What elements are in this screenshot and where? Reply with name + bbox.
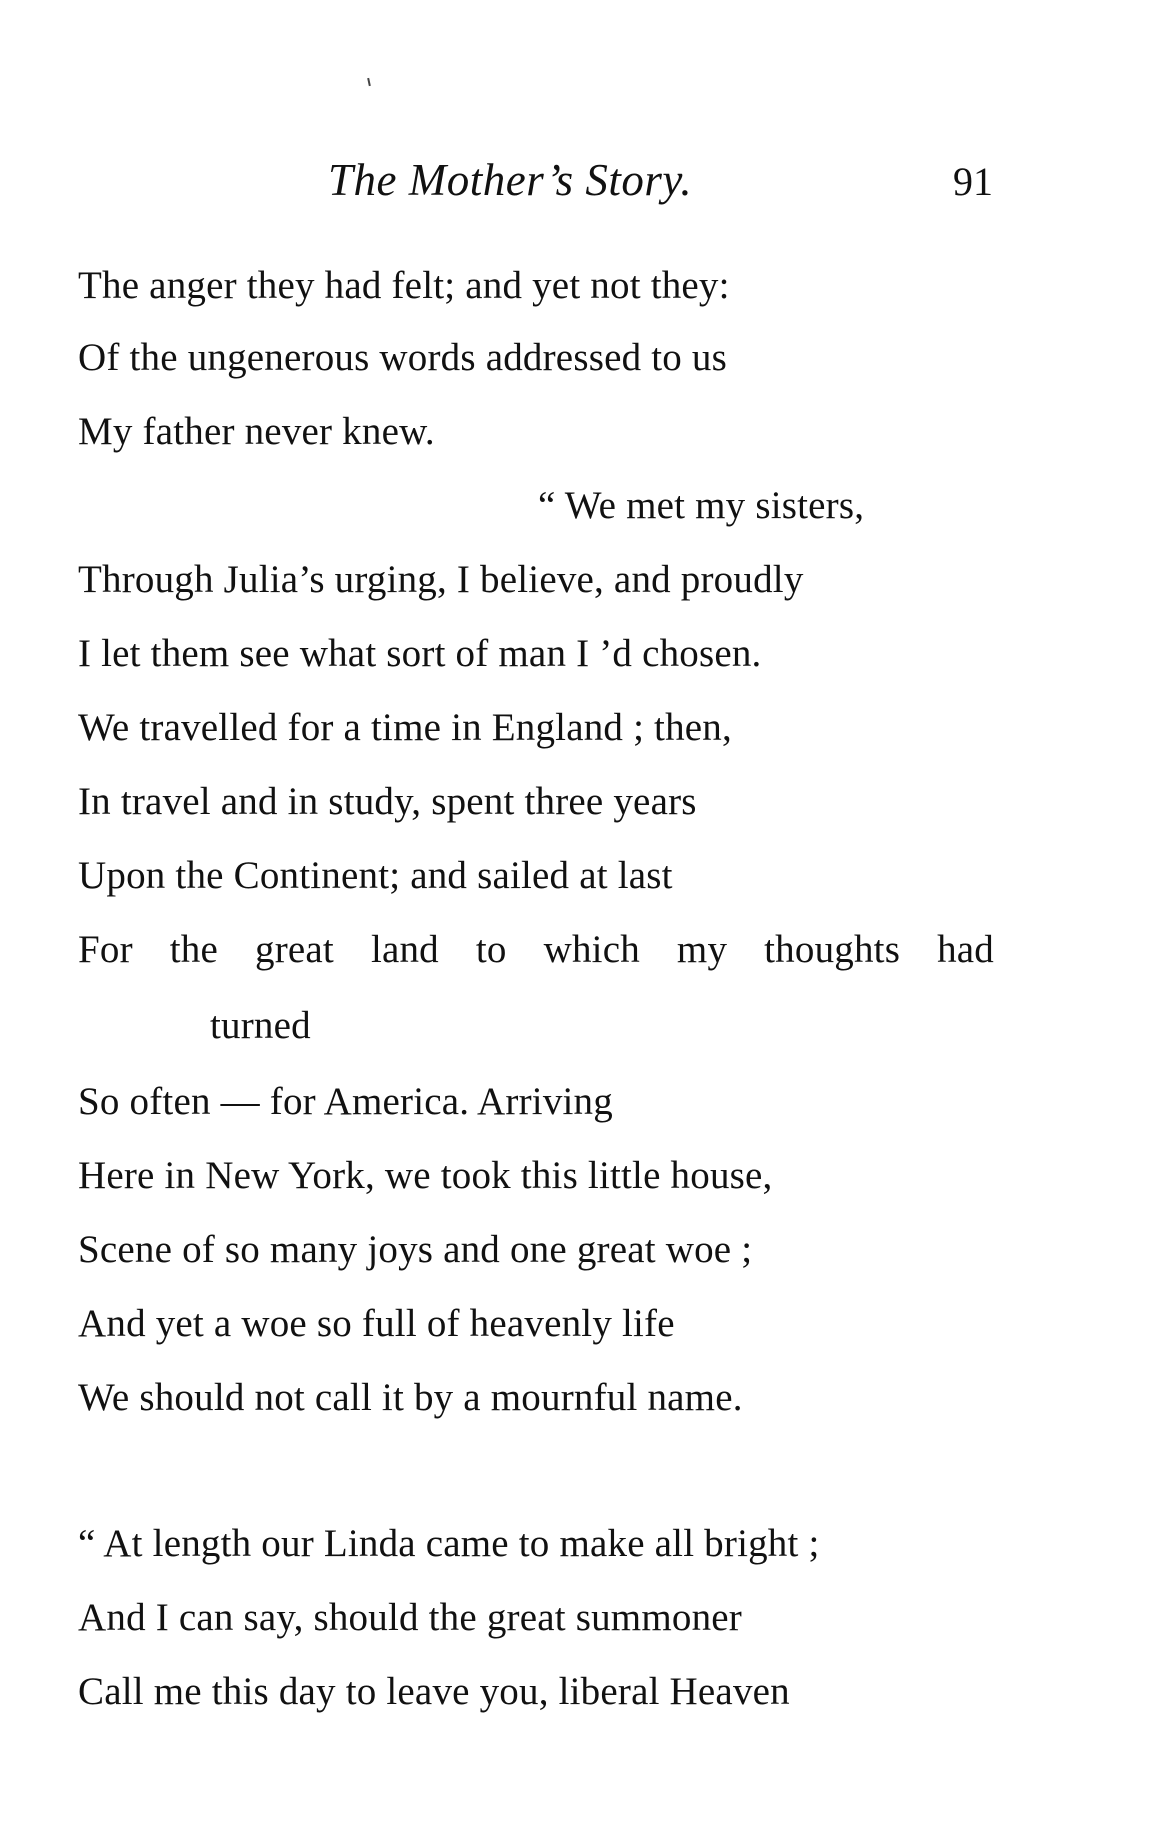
poem-line: Here in New York, we took this little house, <box>78 1154 773 1197</box>
poem-line: Of the ungenerous words addressed to us <box>78 336 727 379</box>
poem-line: Call me this day to leave you, liberal Heaven <box>78 1670 790 1713</box>
poem-word: land <box>370 928 439 971</box>
poem-word: had <box>937 928 994 971</box>
poem-line: Through Julia’s urging, I believe, and proudly <box>78 558 804 601</box>
poem-line: So often — for America. Arriving <box>78 1080 613 1123</box>
poem-word: great <box>255 928 334 971</box>
running-title: The Mother’s Story. <box>328 155 693 205</box>
poem-word: For <box>78 928 133 971</box>
poem-line: We travelled for a time in England ; then, <box>78 706 732 749</box>
poem-line: “ We met my sisters, <box>538 484 865 527</box>
poem-line-continuation: turned <box>210 1004 311 1047</box>
page-number: 91 <box>953 159 993 204</box>
poem-word: the <box>169 928 219 971</box>
poem-line-justified <box>78 926 994 974</box>
poem-line: We should not call it by a mournful name. <box>78 1376 743 1419</box>
poem-word: which <box>543 928 640 971</box>
poem-line: Upon the Continent; and sailed at last <box>78 854 673 897</box>
poem-line: And I can say, should the great summoner <box>78 1596 742 1639</box>
poem-word: my <box>676 928 728 971</box>
poem-word: thoughts <box>764 928 901 971</box>
poem-line: I let them see what sort of man I ’d chosen. <box>78 632 762 675</box>
poem-line: In travel and in study, spent three years <box>78 780 697 823</box>
poem-line: Scene of so many joys and one great woe ; <box>78 1228 753 1271</box>
poem-line: My father never knew. <box>78 410 435 453</box>
poem-line: The anger they had felt; and yet not they: <box>78 264 730 307</box>
poem-word: to <box>475 928 507 971</box>
poem-line: And yet a woe so full of heavenly life <box>78 1302 675 1345</box>
poem-line: “ At length our Linda came to make all bright ; <box>78 1522 820 1565</box>
